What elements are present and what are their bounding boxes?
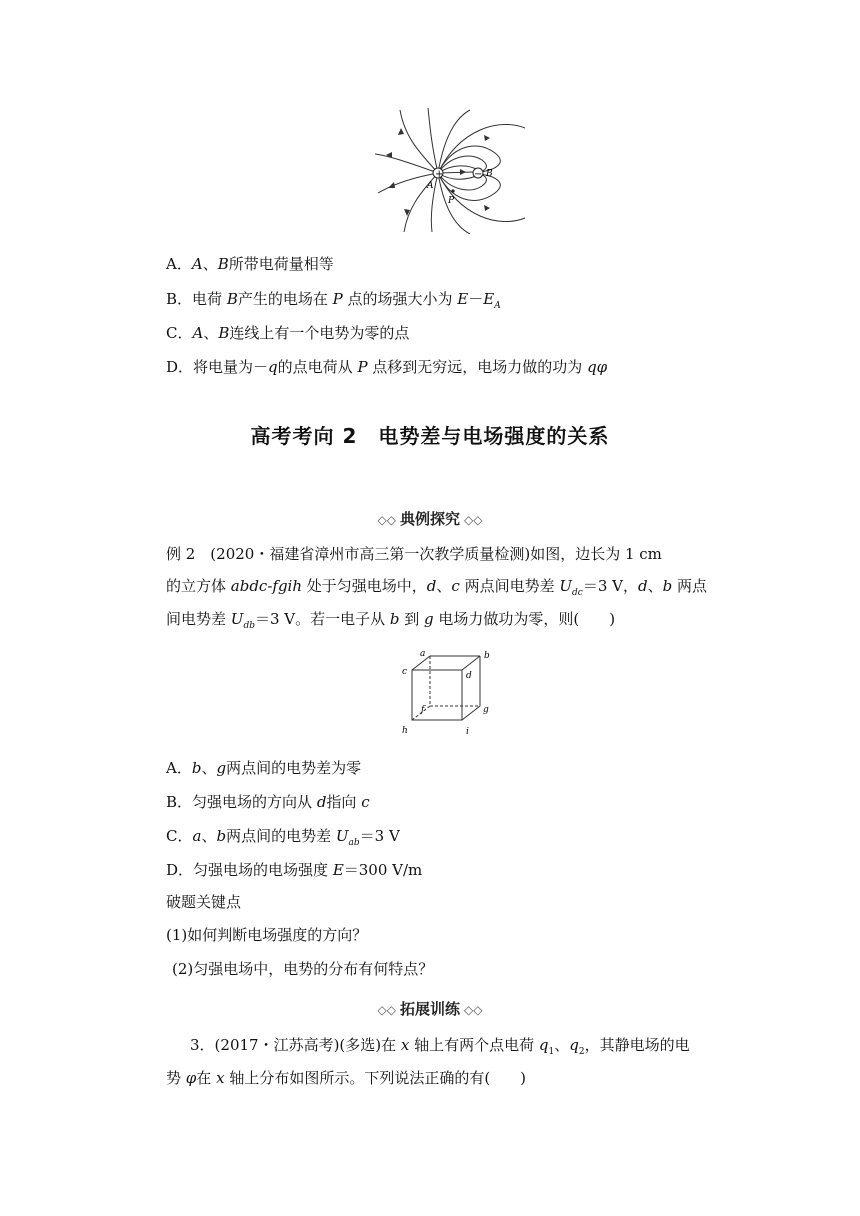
minus-sign: − <box>474 169 483 180</box>
q1-option-d: D．将电量为－q的点电荷从 P 点移到无穷远，电场力做的功为 qφ <box>166 358 608 376</box>
label-a: A <box>427 181 434 191</box>
cube-label-b: b <box>484 651 490 661</box>
example2-line2: 的立方体 abdc-fgih 处于匀强电场中，d、c 两点间电势差 $U_{dc}=3$ V，d、b 两点 <box>166 577 708 598</box>
cube-figure <box>398 648 498 740</box>
cube-label-d: d <box>466 671 472 681</box>
cube-label-c: c <box>402 667 408 677</box>
cube-label-i: i <box>466 727 469 737</box>
q1-option-a: A．A、B所带电荷量相等 <box>166 255 334 273</box>
left-diamond-icon: ◇◇ <box>377 513 396 527</box>
field-lines-figure <box>370 108 530 234</box>
cube-label-f: f <box>421 705 425 715</box>
q1-option-b: B．电荷 B产生的电场在 P 点的场强大小为 $E-E_A$ <box>166 290 501 311</box>
label-p: P <box>448 196 455 206</box>
problem3-line1: 3．(2017・江苏高考)(多选)在 x 轴上有两个点电荷 $q_1$、$q_2$，其静电场的电 <box>190 1036 690 1057</box>
cube-label-a: a <box>420 649 426 659</box>
cube-label-h: h <box>402 726 408 736</box>
q2-option-b: B．匀强电场的方向从 d指向 c <box>166 793 370 811</box>
label-b: B <box>486 169 493 179</box>
extension-banner: ◇◇ 拓展训练 ◇◇ <box>0 998 860 1019</box>
section-title: 高考考向 2 电势差与电场强度的关系 <box>250 424 610 448</box>
problem3-line2: 势 φ在 x 轴上分布如图所示。下列说法正确的有( ) <box>166 1069 527 1087</box>
q2-option-d: D．匀强电场的电场强度 E＝300 V/m <box>166 861 423 879</box>
right-diamond-icon: ◇◇ <box>464 513 483 527</box>
q2-option-c: C．a、b两点间的电势差 $U_{ab}=3$ V <box>166 827 400 848</box>
example2-line3: 间电势差 $U_{db}=3$ V。若一电子从 b 到 g 电场力做功为零，则( ) <box>166 610 616 631</box>
example-banner: ◇◇ 典例探究 ◇◇ <box>0 508 860 529</box>
left-diamond-icon: ◇◇ <box>377 1003 396 1017</box>
right-diamond-icon: ◇◇ <box>464 1003 483 1017</box>
key-point-2: (2)匀强电场中，电势的分布有何特点？ <box>172 960 434 978</box>
q1-option-c: C．A、B连线上有一个电势为零的点 <box>166 324 410 342</box>
plus-sign: + <box>435 169 444 180</box>
key-point-1: (1)如何判断电场强度的方向？ <box>166 926 368 944</box>
cube-label-g: g <box>483 705 489 715</box>
key-points-title: 破题关键点 <box>166 893 242 911</box>
example2-line1: 例 2 (2020・福建省漳州市高三第一次教学质量检测)如图，边长为 1 cm <box>166 545 662 563</box>
q2-option-a: A．b、g两点间的电势差为零 <box>166 759 362 777</box>
